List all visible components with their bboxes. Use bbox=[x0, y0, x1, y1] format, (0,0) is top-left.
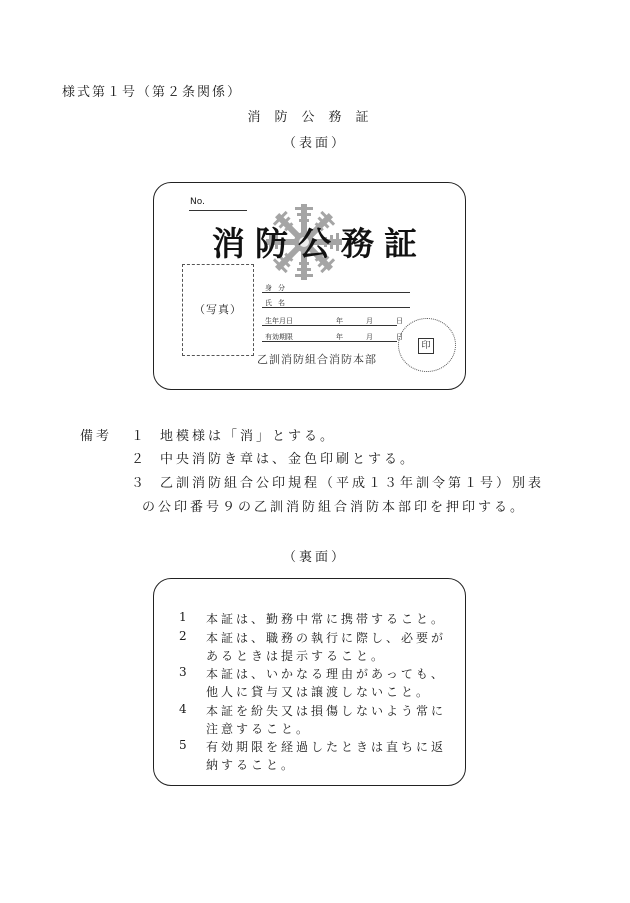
remark-text: 乙訓消防組合公印規程（平成１３年訓令第１号）別表 bbox=[160, 476, 545, 491]
back-item-text: 注意すること。 bbox=[206, 722, 312, 736]
expiry-value: 年 月 日 bbox=[336, 333, 411, 341]
back-item-text: 納すること。 bbox=[206, 758, 297, 772]
back-item-text: 他人に貸与又は譲渡しないこと。 bbox=[206, 685, 432, 699]
birthdate-value: 年 月 日 bbox=[336, 317, 411, 325]
back-item-text: 本証を紛失又は損傷しないよう常に bbox=[206, 704, 447, 718]
document-title: 消防公務証 bbox=[247, 110, 383, 125]
card-title: 消防公務証 bbox=[212, 224, 427, 263]
front-side-label: （表面） bbox=[282, 136, 347, 151]
remark-continuation: の公印番号９の乙訓消防組合消防本部印を押印する。 bbox=[142, 500, 527, 515]
issuer-name: 乙訓消防組合消防本部 bbox=[257, 353, 377, 366]
seal-stamp: 印 bbox=[418, 338, 434, 354]
back-item-text: 本証は、いかなる理由があっても、 bbox=[206, 667, 446, 681]
remark-number: １ bbox=[131, 429, 145, 444]
card-number-label: No. bbox=[190, 197, 205, 207]
card-number-line bbox=[189, 210, 247, 211]
back-item-text: 本証は、職務の執行に際し、必要が bbox=[206, 631, 447, 645]
back-item-text: あるときは提示すること。 bbox=[206, 649, 387, 663]
rank-label: 身分 bbox=[265, 284, 291, 292]
expiry-line bbox=[262, 341, 397, 342]
back-item-text: 本証は、勤務中常に携帯すること。 bbox=[206, 612, 447, 626]
back-side-label: （裏面） bbox=[282, 550, 347, 565]
back-item-number: 3 bbox=[179, 665, 187, 679]
remark-text: 中央消防き章は、金色印刷とする。 bbox=[160, 452, 417, 467]
expiry-label: 有効期限 bbox=[265, 333, 293, 341]
back-item-number: 4 bbox=[179, 702, 187, 716]
form-number: 様式第１号（第２条関係） bbox=[62, 85, 243, 100]
remark-number: ３ bbox=[131, 476, 145, 491]
remark-number: ２ bbox=[131, 452, 145, 467]
back-item-number: 1 bbox=[179, 610, 187, 624]
name-line bbox=[262, 307, 410, 308]
birthdate-line bbox=[262, 325, 397, 326]
back-item-text: 有効期限を経過したときは直ちに返 bbox=[206, 740, 447, 754]
photo-label: （写真） bbox=[194, 303, 242, 316]
back-item-number: 5 bbox=[179, 738, 187, 752]
remarks-label: 備考 bbox=[80, 429, 113, 444]
back-item-number: 2 bbox=[179, 629, 187, 643]
name-label: 氏名 bbox=[265, 299, 291, 307]
rank-line bbox=[262, 292, 410, 293]
remark-text: 地模様は「消」とする。 bbox=[160, 429, 337, 444]
birthdate-label: 生年月日 bbox=[265, 317, 293, 325]
